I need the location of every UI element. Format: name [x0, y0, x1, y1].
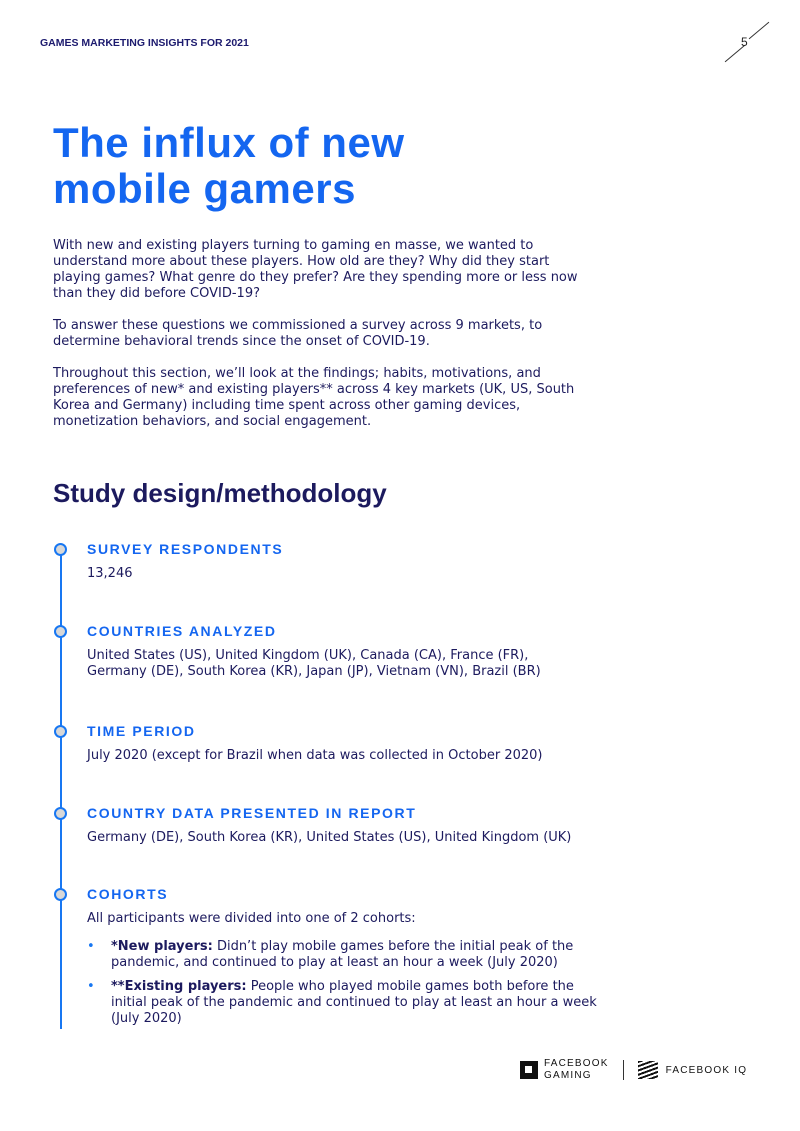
section-respondents — [87, 541, 647, 582]
title-line: The influx of new — [53, 119, 405, 166]
page-title — [53, 120, 405, 212]
section-text: All participants were divided into one of 2 cohorts: — [87, 911, 416, 926]
logo-divider — [623, 1060, 624, 1080]
section-cohorts — [87, 886, 647, 1035]
facebook-iq-logo-text: FACEBOOK IQ — [665, 1064, 748, 1076]
cohort-list — [87, 939, 647, 1027]
timeline-line — [60, 549, 62, 1029]
paragraph: Throughout this section, we’ll look at the findings; habits, motivations, and preferences of new* and existing players** across 4 key markets (UK, US, South Korea and Germany) including time spent across other gaming devices, monetization behaviors, and social engagement. — [53, 366, 575, 429]
footer-logos — [520, 1058, 747, 1082]
facebook-gaming-logo-icon — [520, 1061, 538, 1079]
logo-text: FACEBOOK — [544, 1058, 609, 1069]
cohort-text: Didn’t play mobile games before the initial peak of the pandemic, and continued to play at least an hour a week (July 2020) — [111, 939, 574, 970]
list-item — [87, 979, 607, 1027]
timeline-dot — [54, 807, 67, 820]
cohort-label: **Existing players: — [111, 979, 247, 994]
paragraph: To answer these questions we commissioned a survey across 9 markets, to determine behavioral trends since the onset of COVID-19. — [53, 318, 543, 349]
facebook-iq-logo-icon — [638, 1061, 658, 1079]
section-text: July 2020 (except for Brazil when data was collected in October 2020) — [87, 748, 543, 763]
paragraph: With new and existing players turning to gaming en masse, we wanted to understand more about these players. How old are they? Why did they start playing games? What genre do they prefer? Are they spending more or less now than they did before COVID-19? — [53, 238, 578, 301]
section-heading: SURVEY RESPONDENTS — [87, 541, 284, 557]
timeline-dot — [54, 543, 67, 556]
section-country-data — [87, 805, 647, 846]
intro-text — [53, 238, 593, 446]
section-text: Germany (DE), South Korea (KR), United States (US), United Kingdom (UK) — [87, 830, 572, 845]
facebook-gaming-logo-text — [544, 1058, 609, 1082]
section-heading: TIME PERIOD — [87, 723, 196, 739]
section-countries — [87, 623, 647, 680]
section-text: 13,246 — [87, 566, 133, 581]
slash-decoration — [749, 22, 770, 39]
timeline-dot — [54, 625, 67, 638]
list-item — [87, 939, 607, 971]
section-time-period — [87, 723, 647, 764]
section-title: Study design/methodology — [53, 478, 387, 508]
cohort-text: People who played mobile games both before the initial peak of the pandemic and continued to play at least an hour a week (July 2020) — [111, 979, 597, 1026]
title-line: mobile gamers — [53, 165, 356, 212]
section-text: United States (US), United Kingdom (UK), Canada (CA), France (FR), Germany (DE), South Korea (KR), Japan (JP), Vietnam (VN), Brazil (BR) — [87, 648, 541, 679]
cohort-label: *New players: — [111, 939, 213, 954]
timeline-dot — [54, 888, 67, 901]
section-heading: COUNTRY DATA PRESENTED IN REPORT — [87, 805, 417, 821]
section-heading: COHORTS — [87, 886, 169, 902]
page-number: 5 — [741, 35, 748, 49]
running-header: GAMES MARKETING INSIGHTS FOR 2021 — [40, 37, 249, 49]
timeline-dot — [54, 725, 67, 738]
logo-text: GAMING — [544, 1070, 592, 1081]
section-heading: COUNTRIES ANALYZED — [87, 623, 277, 639]
